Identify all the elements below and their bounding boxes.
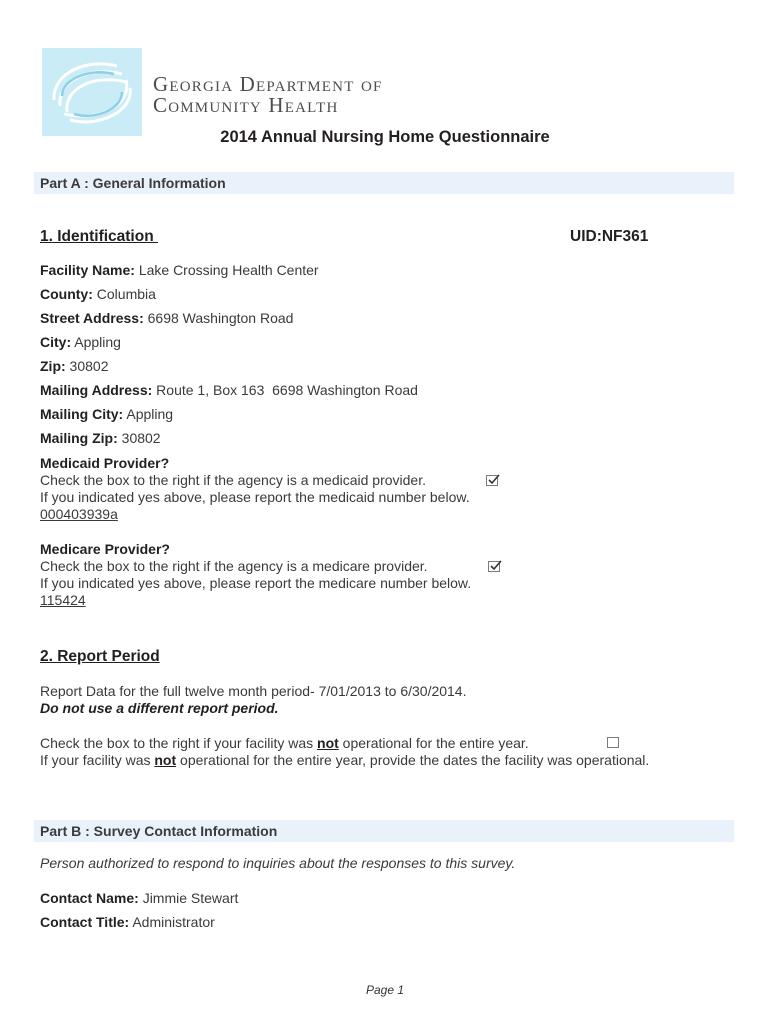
not-operational-text-after: operational for the entire year.: [338, 735, 529, 751]
mailing-address-row: [40, 382, 418, 398]
not-operational-emphasis: not: [317, 735, 339, 751]
identification-heading: 1. Identification: [40, 228, 158, 245]
facility-name-value: Lake Crossing Health Center: [138, 262, 319, 278]
contact-title-label: Contact Title:: [40, 914, 130, 930]
county-row: [40, 286, 156, 302]
not-operational-check-text: [40, 735, 529, 751]
contact-intro: Person authorized to respond to inquiries about the responses to this survey.: [40, 855, 516, 871]
medicare-question: [40, 541, 170, 557]
not-operational-text-before: Check the box to the right if your facility was: [40, 735, 318, 751]
medicare-number: 115424: [40, 592, 86, 608]
dates-emphasis: not: [154, 752, 177, 768]
contact-title-row: [40, 914, 215, 930]
mailing-city-row: [40, 406, 173, 422]
report-period-heading: 2. Report Period: [40, 648, 160, 665]
dates-text-after: operational for the entire year, provide the dates the facility was operational.: [176, 752, 650, 768]
contact-name-value: Jimmie Stewart: [142, 890, 239, 906]
medicaid-question: [40, 455, 169, 471]
mailing-city-label: Mailing City:: [40, 406, 124, 422]
medicaid-number: 000403939a: [40, 506, 118, 522]
logo-rings-icon: [42, 48, 142, 136]
medicaid-instruction: If you indicated yes above, please report the medicaid number below.: [40, 489, 470, 505]
medicare-instruction: If you indicated yes above, please report the medicare number below.: [40, 575, 472, 591]
mailing-address-value: Route 1, Box 163 6698 Washington Road: [156, 382, 418, 398]
mailing-city-value: Appling: [126, 406, 174, 422]
uid: UID:NF361: [570, 228, 649, 245]
zip-label: Zip:: [40, 358, 66, 374]
facility-name-row: [40, 262, 319, 278]
city-label: City:: [40, 334, 72, 350]
medicaid-question-text: Medicaid Provider?: [40, 455, 170, 471]
street-row: [40, 310, 293, 326]
org-name-line2: Community Health: [153, 93, 339, 117]
medicare-check-text: Check the box to the right if the agency is a medicare provider.: [40, 558, 428, 574]
checkmark-icon: [488, 474, 500, 486]
mailing-zip-label: Mailing Zip:: [40, 430, 118, 446]
dch-logo: [42, 48, 142, 136]
part-a-label: Part A : General Information: [40, 175, 226, 191]
contact-title-value: Administrator: [132, 914, 215, 930]
city-value: Appling: [74, 334, 121, 350]
contact-name-row: [40, 890, 238, 906]
document-title: 2014 Annual Nursing Home Questionnaire: [220, 128, 550, 146]
city-row: [40, 334, 121, 350]
medicare-checkbox[interactable]: [488, 561, 500, 572]
medicaid-check-text: Check the box to the right if the agency is a medicaid provider.: [40, 472, 426, 488]
medicare-question-text: Medicare Provider?: [40, 541, 170, 557]
checkmark-icon: [490, 560, 502, 572]
operational-dates-text: [40, 752, 649, 768]
mailing-zip-row: [40, 430, 161, 446]
county-value: Columbia: [96, 286, 156, 302]
report-period-warning: Do not use a different report period.: [40, 700, 279, 716]
mailing-zip-value: 30802: [121, 430, 161, 446]
not-operational-checkbox[interactable]: [607, 737, 619, 748]
page-number: Page 1: [365, 983, 405, 997]
county-label: County:: [40, 286, 93, 302]
zip-value: 30802: [69, 358, 109, 374]
zip-row: [40, 358, 108, 374]
facility-name-label: Facility Name:: [40, 262, 135, 278]
medicaid-checkbox[interactable]: [486, 475, 498, 486]
part-b-label: Part B : Survey Contact Information: [40, 823, 278, 839]
contact-name-label: Contact Name:: [40, 890, 139, 906]
report-period-text: Report Data for the full twelve month period- 7/01/2013 to 6/30/2014.: [40, 683, 467, 699]
org-name-line1: Georgia Department of: [153, 72, 383, 96]
dates-text-before: If your facility was: [40, 752, 155, 768]
street-value: 6698 Washington Road: [147, 310, 294, 326]
mailing-address-label: Mailing Address:: [40, 382, 153, 398]
street-label: Street Address:: [40, 310, 144, 326]
